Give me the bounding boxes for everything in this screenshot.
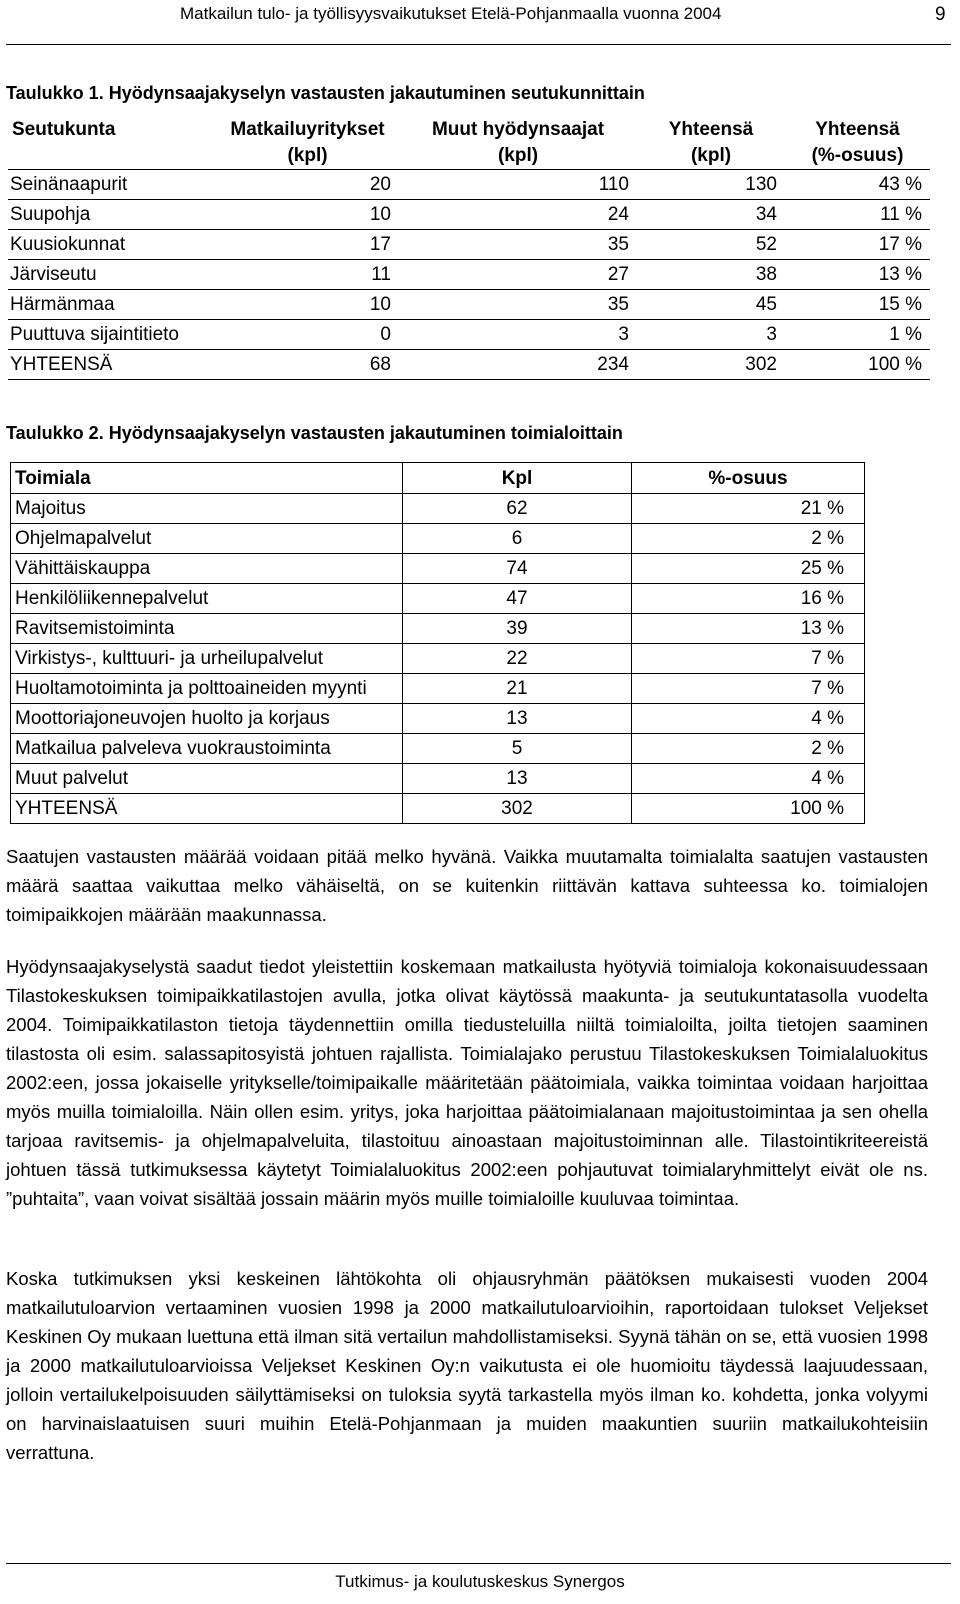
table-row	[11, 734, 865, 764]
table-row	[8, 230, 930, 260]
table-row	[11, 494, 865, 524]
row-label: Puuttuva sijaintitieto	[10, 324, 179, 345]
table-row	[11, 674, 865, 704]
paragraph: Saatujen vastausten määrää voidaan pitää melko hyvänä. Vaikka muutamalta toimialalta saatujen vastausten määrä saattaa vaikuttaa melko vähäiseltä, on se kuitenkin riittävän kattava suhteessa ko. toimialojen toimipaikkojen määrään maakunnassa.	[6, 846, 928, 925]
header-line: Seutukunta	[12, 119, 116, 140]
row-label: YHTEENSÄ	[11, 794, 403, 824]
table1-header-cell	[399, 117, 637, 170]
table-cell: 47	[403, 584, 632, 614]
row-label: Muut palvelut	[11, 764, 403, 794]
table-cell: 130	[745, 174, 777, 195]
table-cell: 27	[607, 264, 629, 285]
table-row	[11, 704, 865, 734]
table2-header-cell: Kpl	[403, 463, 632, 494]
header-line: Matkailuyritykset	[230, 119, 385, 140]
row-label: Härmänmaa	[10, 294, 115, 315]
table-row	[8, 290, 930, 320]
table2-body	[11, 494, 865, 824]
table-cell: 62	[403, 494, 632, 524]
table-row	[8, 320, 930, 350]
table-cell: 10	[369, 294, 391, 315]
table-cell: 35	[607, 234, 629, 255]
header-line: (kpl)	[690, 145, 732, 166]
table-cell: 52	[755, 234, 777, 255]
table1-body	[8, 170, 930, 380]
table1-caption: Taulukko 1. Hyödynsaajakyselyn vastausten jakautuminen seutukunnittain	[6, 83, 645, 103]
table2-header-cell: %-osuus	[632, 463, 865, 494]
row-label: Järviseutu	[10, 264, 97, 285]
table1-header-cell	[637, 117, 785, 170]
table2-header-cell: Toimiala	[11, 463, 403, 494]
table-cell: 3	[766, 324, 777, 345]
row-label: Henkilöliikennepalvelut	[11, 584, 403, 614]
row-label: Vähittäiskauppa	[11, 554, 403, 584]
table-cell: 25 %	[632, 554, 865, 584]
header-divider	[6, 44, 951, 45]
page-footer: Tutkimus- ja koulutuskeskus Synergos	[335, 1572, 625, 1591]
table-cell: 11 %	[880, 204, 922, 225]
table-row	[8, 260, 930, 290]
table-cell: 13	[403, 764, 632, 794]
row-label: Ohjelmapalvelut	[11, 524, 403, 554]
table-cell: 17 %	[878, 234, 922, 255]
table1-header-cell	[8, 117, 216, 170]
table-row	[8, 200, 930, 230]
row-label: Kuusiokunnat	[10, 234, 126, 255]
table-cell: 13 %	[878, 264, 922, 285]
paragraph: Koska tutkimuksen yksi keskeinen lähtökohta oli ohjausryhmän päätöksen mukaisesti vuoden 2004 matkailutuloarvion vertaaminen vuosien 1998 ja 2000 matkailutuloarvioihin, raportoidaan tulokset Veljekset Keskinen Oy mukaan luettuna että ilman sitä vertailun mahdollistamiseksi. Syynä tähän on se, että vuosien 1998 ja 2000 matkailutuloarvioissa Veljekset Keskinen Oy:n vaikutusta ei ole huomioitu täydessä laajuudessaan, jolloin vertailukelpoisuuden säilyttämiseksi on tuloksia syytä tarkastella myös ilman ko. kohdetta, jonka volyymi on harvinaislaatuisen suuri muihin Etelä-Pohjanmaan ja muiden maakuntien suuriin matkailukohteisiin verrattuna.	[6, 1268, 928, 1463]
row-label: YHTEENSÄ	[10, 354, 113, 375]
header-line: (kpl)	[497, 145, 539, 166]
table-cell: 74	[403, 554, 632, 584]
table-row	[8, 350, 930, 380]
table-cell: 1 %	[889, 324, 922, 345]
paragraph: Hyödynsaajakyselystä saadut tiedot yleistettiin koskemaan matkailusta hyötyviä toimialoja kokonaisuudessaan Tilastokeskuksen toimipaikkatilastojen avulla, jotka olivat käytössä maakunta- ja seutukuntatasolla vuodelta 2004. Toimipaikkatilaston tietoja täydennettiin omilla tiedusteluilla niiltä toimialoilta, joilta tietojen saaminen tilastosta oli esim. salassapitosyistä johtuen rajallista. Toimialajako perustuu Tilastokeskuksen Toimialaluokitus 2002:een, jossa jokaiselle yritykselle/toimipaikalle määritetään päätoimiala, vaikka toimintaa voidaan harjoittaa myös muilla toimialoilla. Näin ollen esim. yritys, joka harjoittaa päätoimialanaan majoitustoimintaa ja sen ohella tarjoaa ravitsemis- ja ohjelmapalveluita, tilastoituu ainoastaan majoitustoiminnan alle. Tilastointikriteereistä johtuen tässä tutkimuksessa käytetyt Toimialaluokitus 2002:een pohjautuvat toimialaryhmittelyt eivät ole ns. ”puhtaita”, vaan voivat sisältää jossain määrin myös muille toimialoille kuuluvaa toimintaa.	[6, 956, 928, 1209]
table-cell: 13	[403, 704, 632, 734]
table-cell: 38	[755, 264, 777, 285]
table1-header-cell	[216, 117, 399, 170]
table-seutukunnat	[8, 117, 930, 380]
table-cell: 35	[607, 294, 629, 315]
table-cell: 34	[755, 204, 777, 225]
table-cell: 5	[403, 734, 632, 764]
table-row	[11, 554, 865, 584]
table-cell: 302	[403, 794, 632, 824]
header-title: Matkailun tulo- ja työllisyysvaikutukset Etelä-Pohjanmaalla vuonna 2004	[180, 4, 722, 23]
page-header	[0, 0, 960, 48]
table-cell: 100 %	[632, 794, 865, 824]
row-label: Huoltamotoiminta ja polttoaineiden myynti	[11, 674, 403, 704]
row-label: Moottoriajoneuvojen huolto ja korjaus	[11, 704, 403, 734]
table-row	[11, 644, 865, 674]
table-cell: 2 %	[632, 524, 865, 554]
table-cell: 3	[618, 324, 629, 345]
table-cell: 15 %	[878, 294, 922, 315]
row-label: Virkistys-, kulttuuri- ja urheilupalvelut	[11, 644, 403, 674]
table-cell: 24	[607, 204, 629, 225]
table-cell: 302	[745, 354, 777, 375]
table-cell: 39	[403, 614, 632, 644]
row-label: Majoitus	[11, 494, 403, 524]
table-cell: 45	[755, 294, 777, 315]
table-cell: 16 %	[632, 584, 865, 614]
table-toimialat	[10, 462, 865, 824]
table-cell: 22	[403, 644, 632, 674]
table-cell: 234	[597, 354, 629, 375]
table-row	[11, 794, 865, 824]
table-cell: 7 %	[632, 674, 865, 704]
table-row	[8, 170, 930, 200]
table-cell: 2 %	[632, 734, 865, 764]
table-row	[11, 764, 865, 794]
table1-header-row	[8, 117, 930, 170]
row-label: Matkailua palveleva vuokraustoiminta	[11, 734, 403, 764]
table-cell: 43 %	[878, 174, 922, 195]
table-cell: 4 %	[632, 704, 865, 734]
table-cell: 17	[369, 234, 391, 255]
table-cell: 100 %	[868, 354, 922, 375]
header-line: Yhteensä	[668, 119, 754, 140]
table-row	[11, 584, 865, 614]
table-cell: 21	[403, 674, 632, 704]
table-cell: 20	[369, 174, 391, 195]
table2-caption: Taulukko 2. Hyödynsaajakyselyn vastausten jakautuminen toimialoittain	[6, 423, 623, 443]
table-cell: 68	[369, 354, 391, 375]
row-label: Ravitsemistoiminta	[11, 614, 403, 644]
table-cell: 21 %	[632, 494, 865, 524]
table-row	[11, 614, 865, 644]
table-cell: 4 %	[632, 764, 865, 794]
header-line: (%-osuus)	[811, 145, 904, 166]
table1-header-cell	[785, 117, 930, 170]
header-line: (kpl)	[287, 145, 328, 166]
header-line: Yhteensä	[815, 119, 900, 140]
row-label: Seinänaapurit	[10, 174, 128, 195]
table-cell: 11	[371, 264, 391, 285]
table-cell: 110	[598, 174, 629, 195]
table-row	[11, 524, 865, 554]
table-cell: 0	[380, 324, 391, 345]
page-number: 9	[935, 4, 946, 25]
table-cell: 7 %	[632, 644, 865, 674]
table-cell: 13 %	[632, 614, 865, 644]
table-cell: 10	[369, 204, 391, 225]
footer-divider	[6, 1563, 951, 1564]
header-line: Muut hyödynsaajat	[431, 119, 605, 140]
row-label: Suupohja	[10, 204, 91, 225]
table2-header-row	[11, 463, 865, 494]
table-cell: 6	[403, 524, 632, 554]
